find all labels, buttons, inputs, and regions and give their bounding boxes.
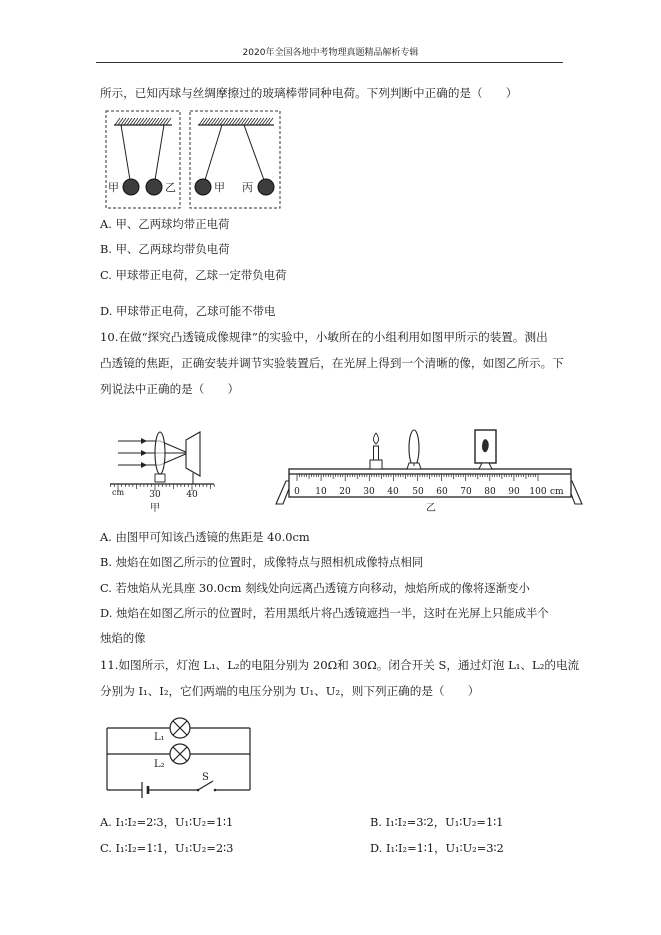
ceiling-hatch [130, 118, 135, 125]
pendulum-string [121, 125, 130, 180]
q10-option-b: B. 烛焰在如图乙所示的位置时，成像特点与照相机成像特点相同 [100, 555, 424, 569]
ceiling-hatch [136, 118, 141, 125]
q10-stem-line: 凸透镜的焦距，正确安装并调节实验装置后，在光屏上得到一个清晰的像，如图乙所示。下 [100, 356, 564, 370]
ceiling-hatch [127, 118, 132, 125]
optical-bench-figure [276, 430, 582, 514]
ceiling-hatch [229, 118, 234, 125]
lamp-icon [170, 718, 190, 738]
lamp-label-l1: L₁ [154, 732, 165, 743]
ceiling-hatch [154, 118, 159, 125]
ceiling-hatch [268, 118, 273, 125]
q11-option-a: A. I₁∶I₂=2∶3，U₁∶U₂=1∶1 [100, 815, 234, 829]
ceiling-hatch [211, 118, 216, 125]
ball-label-jia: 甲 [108, 181, 119, 194]
ball-label-bing: 丙 [242, 181, 253, 194]
ceiling-hatch [250, 118, 255, 125]
ball-yi [146, 179, 162, 195]
lamp-icon [170, 744, 190, 764]
ceiling-hatch [238, 118, 243, 125]
ceiling-hatch [241, 118, 246, 125]
page-header-title: 2020年全国各地中考物理真题精品解析专辑 [242, 48, 419, 58]
ruler-tick-label: 90 [508, 487, 520, 497]
ceiling-hatch [121, 118, 126, 125]
q11-option-b: B. I₁∶I₂=3∶2，U₁∶U₂=1∶1 [370, 815, 504, 829]
ceiling-hatch [133, 118, 138, 125]
ruler-ticks [111, 484, 215, 491]
ceiling-hatch [148, 118, 153, 125]
q11-stem-line: 分别为 I₁、I₂，它们两端的电压分别为 U₁、U₂，则下列正确的是（ ） [100, 684, 480, 698]
ceiling-hatch [142, 118, 147, 125]
ceiling-hatch-group [115, 118, 171, 125]
ceiling-hatch [217, 118, 222, 125]
ceiling-hatch [235, 118, 240, 125]
ruler-tick-label: 30 [149, 490, 161, 500]
ceiling-hatch [163, 118, 168, 125]
ceiling-hatch [115, 118, 120, 125]
ceiling-hatch [151, 118, 156, 125]
ceiling-hatch [202, 118, 207, 125]
ceiling-hatch [205, 118, 210, 125]
ball-jia [123, 179, 139, 195]
ray-arrow-icon [141, 450, 147, 456]
q11-stem-line: 11.如图所示，灯泡 L₁、L₂的电阻分别为 20Ω和 30Ω。闭合开关 S，通过灯泡 L₁、L₂的电流 [100, 658, 580, 672]
ruler-tick-label: 30 [363, 487, 375, 497]
ray-arrow-icon [141, 438, 147, 444]
ceiling-hatch [265, 118, 270, 125]
q11-option-d: D. I₁∶I₂=1∶1，U₁∶U₂=3∶2 [370, 841, 504, 855]
candle-flame-icon [374, 433, 379, 444]
ruler-tick-label: 100 [529, 487, 547, 497]
figure-caption-yi: 乙 [426, 503, 436, 514]
ruler-tick-label: 10 [315, 487, 327, 497]
ceiling-hatch [199, 118, 204, 125]
q9-option-b: B. 甲、乙两球均带负电荷 [100, 242, 230, 256]
ceiling-hatch [160, 118, 165, 125]
q10-option-c: C. 若烛焰从光具座 30.0cm 刻线处向远离凸透镜方向移动，烛焰所成的像将逐渐变小 [100, 581, 530, 595]
ceiling-hatch [124, 118, 129, 125]
ceiling-hatch [157, 118, 162, 125]
focal-length-figure [110, 432, 214, 514]
q11-option-c: C. I₁∶I₂=1∶1，U₁∶U₂=2∶3 [100, 841, 234, 855]
ruler-tick-label: 70 [460, 487, 472, 497]
lamp-label-l2: L₂ [154, 759, 165, 770]
ceiling-hatch [118, 118, 123, 125]
q9-stem-line: 所示，已知丙球与丝绸摩擦过的玻璃棒带同种电荷。下列判断中正确的是（ ） [100, 86, 518, 100]
parallel-circuit-figure [107, 718, 250, 798]
light-screen [186, 432, 200, 476]
pendulum-string [155, 125, 164, 180]
ceiling-hatch [226, 118, 231, 125]
screen-holder [479, 463, 492, 469]
ceiling-hatch [256, 118, 261, 125]
convex-lens [155, 432, 165, 474]
ceiling-hatch [223, 118, 228, 125]
ceiling-hatch [259, 118, 264, 125]
q10-option-d: D. 烛焰在如图乙所示的位置时，若用黑纸片将凸透镜遮挡一半，这时在光屏上只能成半个 [100, 606, 549, 620]
q10-stem-line: 列说法中正确的是（ ） [100, 382, 240, 396]
pendulum-string [205, 125, 222, 180]
ray-arrow-icon [141, 462, 147, 468]
convex-lens [409, 430, 419, 466]
ball-jia [195, 179, 211, 195]
switch-label: S [202, 772, 209, 783]
ruler-tick-label: 0 [294, 487, 300, 497]
ball-bing [258, 179, 274, 195]
ruler-tick-label: 80 [484, 487, 496, 497]
ceiling-hatch [247, 118, 252, 125]
pendulum-string [244, 125, 264, 180]
candle-holder [370, 460, 382, 469]
ruler-unit: cm [112, 488, 125, 497]
ball-label-jia: 甲 [214, 181, 225, 194]
q10-option-a: A. 由图甲可知该凸透镜的焦距是 40.0cm [100, 530, 310, 544]
ruler-tick-label: 20 [339, 487, 351, 497]
battery-icon [142, 782, 148, 798]
lens-holder [155, 474, 165, 482]
q10-stem-line: 10.在做“探究凸透镜成像规律”的实验中，小敏所在的小组利用如图甲所示的装置。测出 [100, 330, 548, 344]
ceiling-hatch [232, 118, 237, 125]
figure-caption-jia: 甲 [150, 503, 160, 514]
ruler-tick-label: 60 [436, 487, 448, 497]
ceiling-hatch [220, 118, 225, 125]
ball-label-yi: 乙 [165, 181, 176, 194]
ruler-tick-label: 40 [186, 490, 198, 500]
ceiling-hatch [208, 118, 213, 125]
ceiling-hatch-group [199, 118, 273, 125]
ruler-tick-label: 40 [387, 487, 399, 497]
ceiling-hatch [145, 118, 150, 125]
charged-balls-figure [106, 111, 280, 208]
ceiling-hatch [166, 118, 171, 125]
ceiling-hatch [139, 118, 144, 125]
ruler-unit: cm [550, 487, 564, 497]
ceiling-hatch [244, 118, 249, 125]
q10-option-d-continued: 烛焰的像 [100, 631, 146, 645]
ceiling-hatch [214, 118, 219, 125]
q9-option-c: C. 甲球带正电荷，乙球一定带负电荷 [100, 268, 287, 282]
q9-option-a: A. 甲、乙两球均带正电荷 [100, 217, 230, 231]
candle [374, 446, 379, 460]
ceiling-hatch [253, 118, 258, 125]
ruler-tick-label: 50 [412, 487, 424, 497]
q9-option-d: D. 甲球带正电荷，乙球可能不带电 [100, 304, 276, 318]
ceiling-hatch [262, 118, 267, 125]
